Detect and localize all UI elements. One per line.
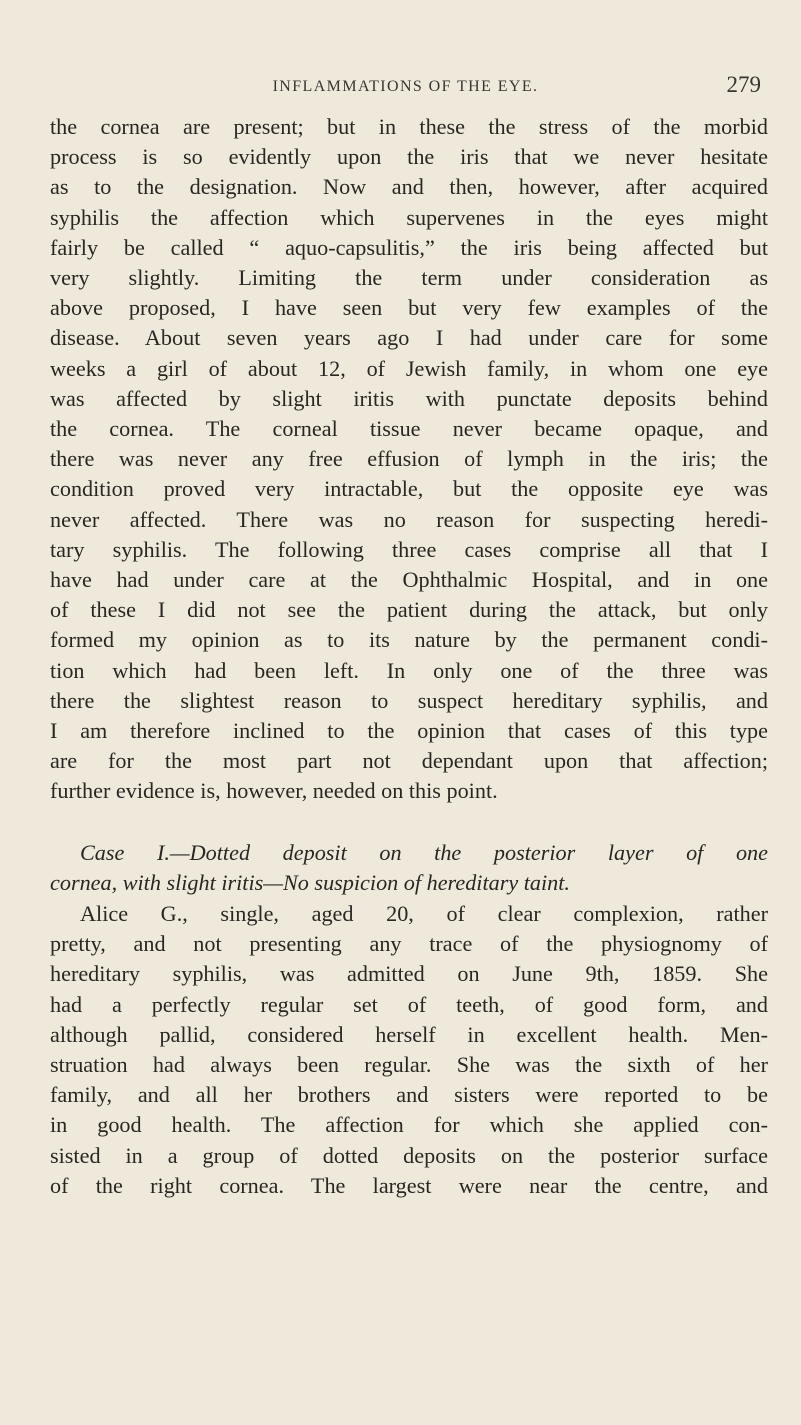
text-line: are for the most part not dependant upon that affection; xyxy=(50,748,768,774)
text-line: the cornea. The corneal tissue never became opaque, and xyxy=(50,416,768,442)
text-line: condition proved very intractable, but the opposite eye was xyxy=(50,476,768,502)
text-line: was affected by slight iritis with punctate deposits behind xyxy=(50,385,768,411)
text-line: further evidence is, however, needed on this point. xyxy=(50,778,498,804)
text-line: had a perfectly regular set of teeth, of good form, and xyxy=(50,991,768,1017)
text-line: as to the designation. Now and then, however, after acquired xyxy=(50,174,768,200)
text-line: sisted in a group of dotted deposits on the posterior surface xyxy=(50,1142,768,1168)
text-line: Alice G., single, aged 20, of clear complexion, rather xyxy=(80,901,768,926)
text-line: tion which had been left. In only one of the three was xyxy=(50,657,768,683)
text-line: of these I did not see the patient during the attack, but only xyxy=(50,597,768,623)
text-line: never affected. There was no reason for suspecting heredi- xyxy=(50,506,768,532)
page-number: 279 xyxy=(726,72,761,97)
text-line: struation had always been regular. She was the sixth of her xyxy=(50,1052,768,1078)
text-line: disease. About seven years ago I had under care for some xyxy=(50,325,768,351)
text-line: fairly be called “ aquo-capsulitis,” the iris being affected but xyxy=(50,234,768,260)
text-line: of the right cornea. The largest were near the centre, and xyxy=(50,1172,768,1198)
case-paragraph xyxy=(50,899,768,1201)
body-paragraph xyxy=(50,112,768,807)
text-line: family, and all her brothers and sisters were reported to be xyxy=(50,1082,768,1108)
text-line: tary syphilis. The following three cases comprise all that I xyxy=(50,536,768,562)
text-line: very slightly. Limiting the term under consideration as xyxy=(50,265,768,291)
running-title: INFLAMMATIONS OF THE EYE. xyxy=(272,78,539,95)
text-line: in good health. The affection for which she applied con- xyxy=(50,1112,768,1138)
text-line: hereditary syphilis, was admitted on June 9th, 1859. She xyxy=(50,961,768,987)
running-head xyxy=(50,72,761,108)
text-line: I am therefore inclined to the opinion that cases of this type xyxy=(50,718,768,744)
text-line: have had under care at the Ophthalmic Hospital, and in one xyxy=(50,567,768,593)
text-line: there was never any free effusion of lymph in the iris; the xyxy=(50,446,768,472)
case-heading xyxy=(50,838,768,898)
text-line: formed my opinion as to its nature by the permanent condi- xyxy=(50,627,768,653)
text-line: above proposed, I have seen but very few examples of the xyxy=(50,295,768,321)
text-line: although pallid, considered herself in excellent health. Men- xyxy=(50,1021,768,1047)
text-line: cornea, with slight iritis—No suspicion of hereditary taint. xyxy=(50,870,570,896)
text-line: there the slightest reason to suspect hereditary syphilis, and xyxy=(50,687,768,713)
text-line: pretty, and not presenting any trace of the physiognomy of xyxy=(50,931,768,957)
text-line: the cornea are present; but in these the stress of the morbid xyxy=(50,114,768,139)
text-line: Case I.—Dotted deposit on the posterior layer of one xyxy=(80,840,768,865)
text-line: weeks a girl of about 12, of Jewish family, in whom one eye xyxy=(50,355,768,381)
text-line: syphilis the affection which supervenes in the eyes might xyxy=(50,204,768,230)
text-line: process is so evidently upon the iris that we never hesitate xyxy=(50,144,768,170)
